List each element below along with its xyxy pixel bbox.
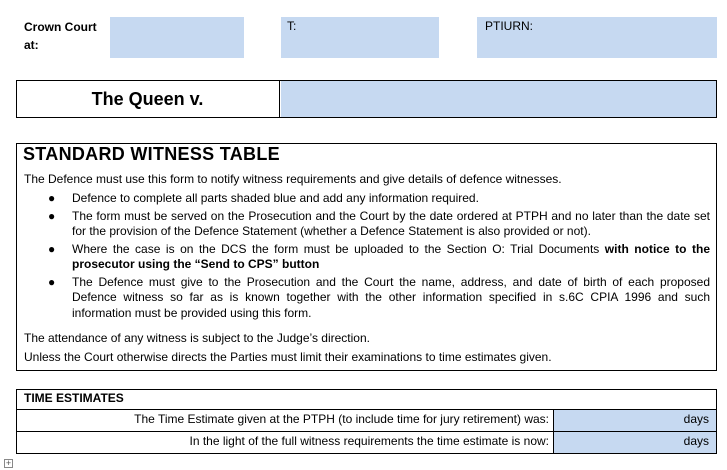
t-label: T: bbox=[287, 19, 297, 33]
bullet-icon: ● bbox=[48, 274, 56, 289]
move-arrows-icon[interactable]: + bbox=[5, 458, 12, 468]
list-item bbox=[44, 191, 710, 207]
attendance-note: The attendance of any witness is subject to the Judge’s direction. bbox=[24, 331, 370, 345]
time-estimates-title: TIME ESTIMATES bbox=[24, 391, 124, 405]
list-item-bold-text: with notice to the prosecutor using the “Send to CPS” button bbox=[72, 241, 710, 271]
ptiurn-label: PTIURN: bbox=[485, 19, 533, 33]
bullet-icon: ● bbox=[48, 241, 56, 256]
list-item bbox=[44, 209, 710, 240]
list-item bbox=[44, 242, 710, 273]
witness-table-intro: The Defence must use this form to notify witness requirements and give details of defence witnesses. bbox=[24, 172, 562, 186]
current-estimate-label: In the light of the full witness requirements the time estimate is now: bbox=[189, 434, 549, 448]
list-item-text: Defence to complete all parts shaded blue and add any information required. bbox=[72, 191, 479, 205]
ptph-estimate-label: The Time Estimate given at the PTPH (to include time for jury retirement) was: bbox=[134, 412, 549, 426]
crown-court-label: Crown Court at: bbox=[24, 20, 97, 52]
defendant-field[interactable] bbox=[281, 81, 716, 117]
ptph-estimate-unit: days bbox=[683, 412, 709, 426]
instruction-list bbox=[44, 191, 710, 323]
bullet-icon: ● bbox=[48, 208, 56, 223]
current-estimate-unit: days bbox=[683, 434, 709, 448]
list-item-text: The form must be served on the Prosecution and the Court by the date ordered at PTPH and no later than the date set for the provision of the Defence Statement (whether a Defence Statement is also provided or not). bbox=[72, 208, 710, 238]
witness-table-title: STANDARD WITNESS TABLE bbox=[23, 144, 280, 164]
crown-court-field[interactable] bbox=[110, 17, 244, 58]
list-item bbox=[44, 275, 710, 322]
bullet-icon: ● bbox=[48, 191, 56, 205]
list-item-text: Where the case is on the DCS the form must be uploaded to the Section O: Trial Documents bbox=[72, 241, 605, 256]
t-field[interactable] bbox=[281, 17, 439, 58]
queen-label: The Queen v. bbox=[16, 80, 280, 118]
time-limit-note: Unless the Court otherwise directs the Parties must limit their examinations to time estimates given. bbox=[24, 350, 552, 364]
list-item-text: The Defence must give to the Prosecution and the Court the name, address, and date of birth of each proposed Defence witness so far as is known together with the other information specified in s.6C CPIA 1996 and such information must be provided using this form. bbox=[72, 274, 710, 320]
